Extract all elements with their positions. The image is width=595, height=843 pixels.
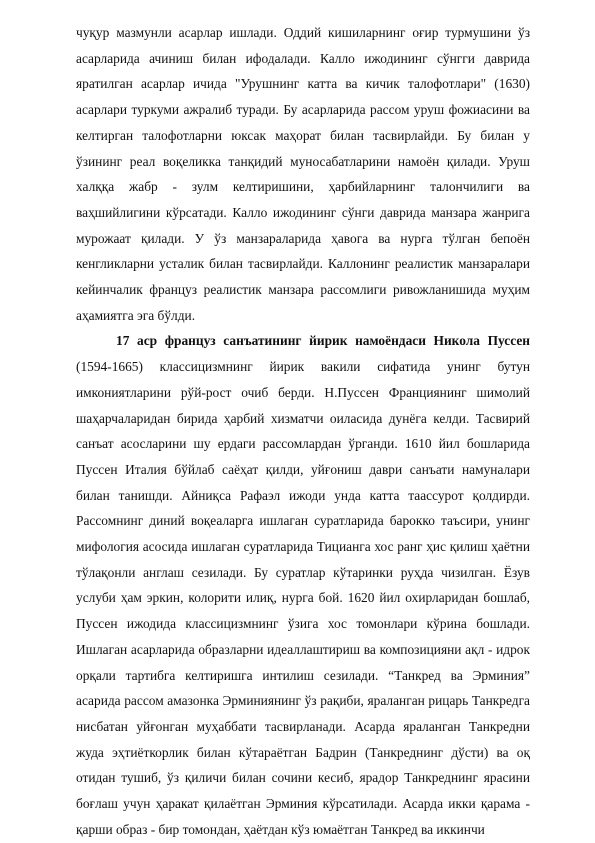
document-page xyxy=(76,20,530,843)
paragraph-1: чуқур мазмунли асарлар ишлади. Оддий кишиларнинг оғир турмушини ўз асарларида ачиниш билан ифодалади. Калло ижодининг сўнгги даврида яратилган асарлар ичида "Урушнинг катта ва кичик талофотлари" (1630) асарлари туркуми ажралиб туради. Бу асарларида рассом уруш фожиасини ва келтирган талофотларни юксак маҳорат билан тасвирлайди. Бу билан у ўзининг реал воқеликка танқидий муносабатларини намоён қилади. Уруш халққа жабр - зулм келтиришини, ҳарбийларнинг талончилиги ва ваҳшийлигини кўрсатади. Калло ижодининг сўнги даврида манзара жанрига мурожаат қилади. У ўз манзараларида ҳавога ва нурга тўлган бепоён кенгликларни усталик билан тасвирлайди. Каллонинг реалистик манзаралари кейинчалик француз реалистик манзара рассомлиги ривожланишида муҳим аҳамиятга эга бўлди. xyxy=(76,25,530,323)
paragraph-2 xyxy=(76,328,530,842)
paragraph-2-bold-lead: 17 аср француз санъатининг йирик намоёндаси Никола Пуссен xyxy=(116,333,530,349)
paragraph-2-body: (1594-1665) классицизмнинг йирик вакили сифатида унинг бутун имкониятларини рўй-рост очиб берди. Н.Пуссен Франциянинг шимолий шаҳарчаларидан бирида ҳарбий хизматчи оиласида дунёга келди. Тасвирий санъат асосларини шу ердаги рассомлардан ўрганди. 1610 йил бошларида Пуссен Италия бўйлаб саёҳат қилди, уйғониш даври санъати намуналари билан танишди. Айниқса Рафаэл ижоди унда катта таассурот қолдирди. Рассомнинг диний воқеаларга ишлаган суратларида барокко таъсири, унинг мифология асосида ишлаган суратларида Тицианга хос ранг ҳис қилиш ҳаётни тўлақонли англаш сезилади. Бу суратлар кўтаринки руҳда чизилган. Ёзув услуби ҳам эркин, колорити илиқ, нурга бой. 1620 йил охирларидан бошлаб, Пуссен ижодида классицизмнинг ўзига хос томонлари кўрина бошлади. Ишлаган асарларида образларни идеаллаштириш ва композицияни ақл - идрок орқали тартибга келтиришга интилиш сезилади. “Танкред ва Эрминия” асарида рассом амазонка Эрминиянинг ўз рақиби, яраланган рицарь Танкредга нисбатан уйғонган муҳаббати тасвирланади. Асарда яраланган Танкредни жуда эҳтиёткорлик билан кўтараётган Бадрин (Танкреднинг дўсти) ва оқ отидан тушиб, ўз қиличи билан сочини кесиб, ярадор Танкреднинг ярасини боғлаш учун ҳаракат қилаётган Эрминия кўрсатилади. Асарда икки қарама - қарши образ - бир томондан, ҳаётдан кўз юмаётган Танкред ва иккинчи xyxy=(76,359,530,837)
